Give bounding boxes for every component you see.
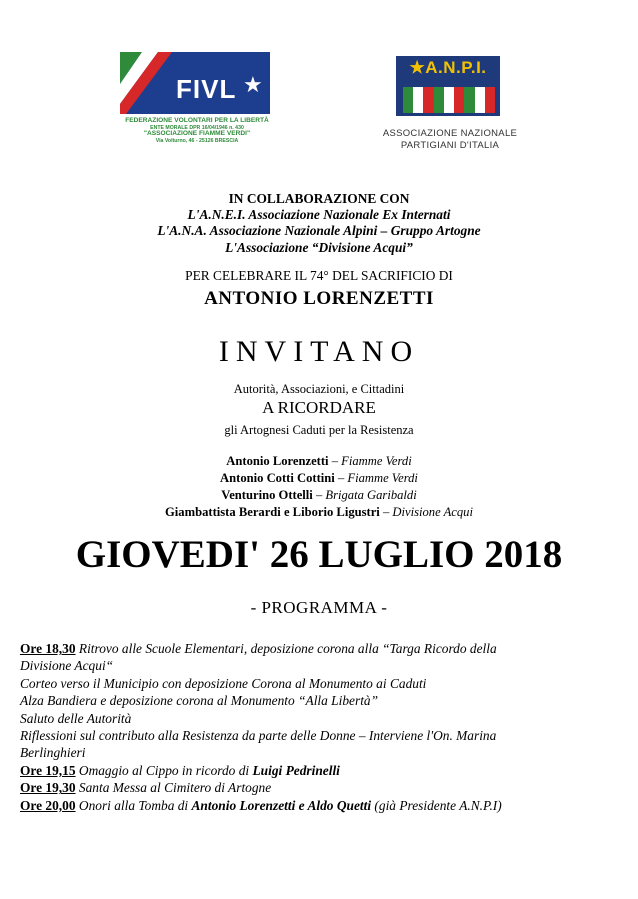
- program-text: Omaggio al Cippo in ricordo di: [75, 762, 253, 778]
- program-item: [20, 797, 620, 814]
- program-item: [20, 779, 620, 796]
- fivl-caption-line: FEDERAZIONE VOLONTARI PER LA LIBERTÀ: [125, 117, 269, 124]
- program-time: Ore 19,30: [20, 780, 76, 796]
- anpi-logo-letters: A.N.P.I.: [425, 58, 487, 77]
- program-text: Ritrovo alle Scuole Elementari, deposizione corona alla “Targa Ricordo della: [75, 641, 497, 656]
- list-item: [0, 470, 638, 487]
- program-item: Berlinghieri: [20, 745, 86, 761]
- fivl-caption-line: Via Volturno, 46 - 25126 BRESCIA: [155, 137, 239, 144]
- program-time: Ore 20,00: [20, 797, 76, 813]
- event-date: GIOVEDI' 26 LUGLIO 2018: [75, 533, 563, 576]
- program-text: Antonio Lorenzetti e Aldo Quetti: [191, 797, 372, 813]
- fallen-list: [0, 453, 638, 521]
- fallen-group: Brigata Garibaldi: [325, 488, 417, 502]
- program-text: (già Presidente A.N.P.I): [371, 797, 502, 813]
- list-item: [0, 487, 638, 504]
- anpi-caption-line: PARTIGIANI D'ITALIA: [400, 140, 500, 151]
- program-item: Alza Bandiera e deposizione corona al Monumento “Alla Libertà”: [20, 693, 379, 709]
- honoree-name: ANTONIO LORENZETTI: [204, 288, 434, 309]
- fallen-group: Fiamme Verdi: [341, 454, 412, 468]
- fivl-caption-line: "ASSOCIAZIONE FIAMME VERDI": [143, 130, 251, 138]
- collaboration-line: L'Associazione “Divisione Acqui”: [225, 239, 413, 255]
- fallen-name: Antonio Cotti Cottini: [220, 471, 335, 485]
- separator: –: [379, 505, 393, 519]
- anpi-logo-caption: [380, 128, 520, 152]
- fallen-name: Venturino Ottelli: [221, 488, 313, 502]
- collaboration-block: [0, 191, 638, 256]
- fallen-name: Giambattista Berardi e Liborio Ligustri: [165, 505, 380, 519]
- star-icon: ★: [243, 72, 263, 97]
- anpi-logo-emblem: [396, 56, 500, 116]
- program-text: Onori alla Tomba di: [75, 797, 192, 813]
- program-time: Ore 18,30: [20, 641, 76, 656]
- program-text: Santa Messa al Cimitero di Artogne: [75, 780, 272, 796]
- invite-line: gli Artognesi Caduti per la Resistenza: [224, 423, 414, 437]
- anpi-logo: [380, 56, 520, 156]
- invite-emphasis: A RICORDARE: [262, 398, 376, 417]
- separator: –: [334, 471, 348, 485]
- program-item: Divisione Acqui“: [20, 658, 114, 674]
- fallen-name: Antonio Lorenzetti: [226, 454, 329, 468]
- program-text: Luigi Pedrinelli: [252, 762, 340, 778]
- invite-line: Autorità, Associazioni, e Cittadini: [233, 382, 405, 396]
- fivl-caption-line: ENTE MORALE DPR 16/04/1946 n. 430: [150, 124, 244, 131]
- program-item: [20, 762, 620, 779]
- collaboration-heading: IN COLLABORAZIONE CON: [228, 191, 410, 206]
- program-list: [20, 640, 620, 814]
- fivl-logo-name: FIVL: [176, 74, 237, 104]
- program-item: Saluto delle Autorità: [20, 710, 132, 726]
- separator: –: [328, 454, 342, 468]
- fallen-group: Divisione Acqui: [392, 505, 473, 519]
- separator: –: [312, 488, 326, 502]
- program-item: [20, 640, 620, 657]
- anpi-logo-name: [396, 58, 500, 78]
- programma-heading: - PROGRAMMA -: [250, 598, 388, 617]
- list-item: [0, 453, 638, 470]
- invitano-heading: INVITANO: [218, 335, 420, 368]
- collaboration-line: L'A.N.E.I. Associazione Nazionale Ex Internati: [187, 207, 451, 223]
- star-icon: ★: [409, 58, 426, 77]
- list-item: [0, 504, 638, 521]
- fivl-logo-emblem: [120, 52, 270, 114]
- tricolor-flag-icon: [402, 86, 496, 114]
- fivl-logo-caption: [118, 118, 276, 144]
- fallen-group: Fiamme Verdi: [347, 471, 418, 485]
- anpi-caption-line: ASSOCIAZIONE NAZIONALE: [382, 128, 518, 139]
- celebrate-line: PER CELEBRARE IL 74° DEL SACRIFICIO DI: [185, 268, 453, 283]
- program-time: Ore 19,15: [20, 762, 76, 778]
- collaboration-line: L'A.N.A. Associazione Nazionale Alpini – Gruppo Artogne: [157, 223, 481, 239]
- program-item: Corteo verso il Municipio con deposizione Corona al Monumento ai Caduti: [20, 675, 427, 691]
- fivl-logo: [118, 52, 276, 157]
- program-item: Riflessioni sul contributo alla Resistenza da parte delle Donne – Interviene l'On. Marina: [20, 728, 497, 744]
